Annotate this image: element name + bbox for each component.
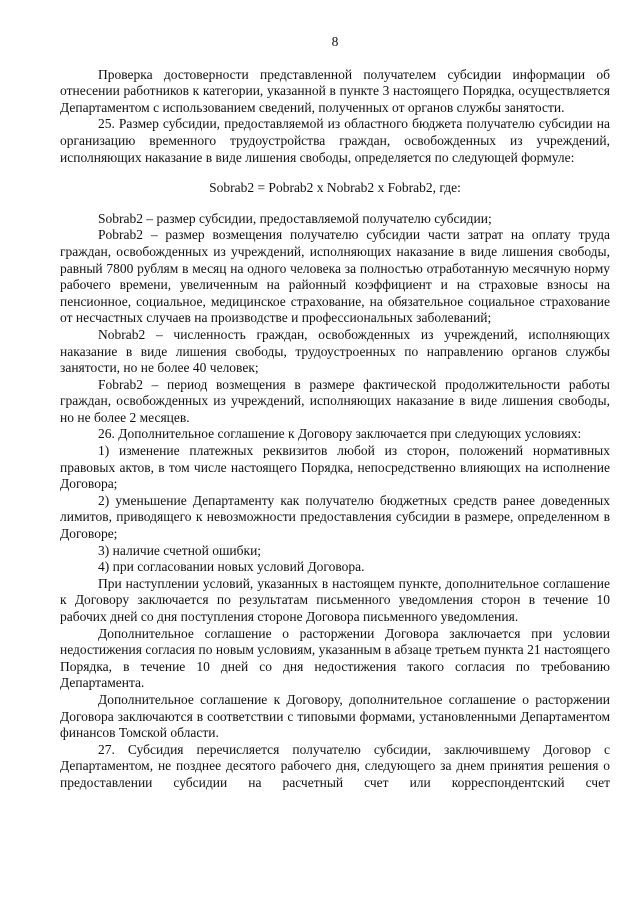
definition-fobrab2: Fobrab2 – период возмещения в размере фактической продолжительности работы граждан, освобожденных из учреждений, исполняющих наказание в виде лишения свободы, но не более 2 месяцев. <box>60 376 610 425</box>
paragraph-27: 27. Субсидия перечисляется получателю субсидии, заключившему Договор с Департаментом, не позднее десятого рабочего дня, следующего за днем принятия решения о предоставлении субсидии на расчетный счет или корреспондентский счет <box>60 741 610 790</box>
formula: Sobrab2 = Pobrab2 x Nobrab2 x Fobrab2, где: <box>209 180 461 196</box>
condition-2: 2) уменьшение Департаменту как получателю бюджетных средств ранее доведенных лимитов, приводящего к невозможности предоставления субсидии в размере, определенном в Договоре; <box>60 492 610 542</box>
paragraph-26-forms: Дополнительное соглашение к Договору, дополнительное соглашение о расторжении Договора заключаются в соответствии с типовыми формами, установленными Департаментом финансов Томской области. <box>60 691 610 741</box>
paragraph-26-termination: Дополнительное соглашение о расторжении Договора заключается при условии недостижения согласия по новым условиям, указанным в абзаце третьем пункта 21 настоящего Порядка, в течение 10 дней со дня недостижения такого согласия по требованию Департамента. <box>60 625 610 691</box>
paragraph-26-notification: При наступлении условий, указанных в настоящем пункте, дополнительное соглашение к Договору заключается по результатам письменного уведомления сторон в течение 10 рабочих дней со дня поступления стороне Договора письменного уведомления. <box>60 575 610 624</box>
paragraph-26: 26. Дополнительное соглашение к Договору заключается при следующих условиях: <box>98 426 582 442</box>
page-number: 8 <box>331 34 339 49</box>
definition-sobrab2: Sobrab2 – размер субсидии, предоставляемой получателю субсидии; <box>98 210 492 226</box>
paragraph-verification: Проверка достоверности представленной получателем субсидии информации об отнесении работников к категории, указанной в пункте 3 настоящего Порядка, осуществляется Департаментом с использованием сведений, полученных от органов службы занятости. <box>60 66 610 115</box>
condition-4: 4) при согласовании новых условий Договора. <box>98 559 365 575</box>
condition-3: 3) наличие счетной ошибки; <box>98 542 262 558</box>
definition-pobrab2: Pobrab2 – размер возмещения получателю субсидии части затрат на оплату труда граждан, освобожденных из учреждений, исполняющих наказание в виде лишения свободы, равный 7800 рублям в месяц на одного человека за полностью отработанную месячную норму рабочего времени, увеличенным на районный коэффициент и на страховые взносы на пенсионное, социальное, медицинское страхование, на обязательное социальное страхование от несчастных случаев на производстве и профессиональных заболеваний; <box>60 227 610 326</box>
condition-1: 1) изменение платежных реквизитов любой из сторон, положений нормативных правовых актов, в том числе настоящего Порядка, непосредственно влияющих на исполнение Договора; <box>60 443 610 492</box>
definition-nobrab2: Nobrab2 – численность граждан, освобожденных из учреждений, исполняющих наказание в виде лишения свободы, трудоустроенных по направлению органов службы занятости, но не более 40 человек; <box>60 326 610 376</box>
paragraph-25: 25. Размер субсидии, предоставляемой из областного бюджета получателю субсидии на организацию временного трудоустройства граждан, освобожденных из учреждений, исполняющих наказание в виде лишения свободы, определяется по следующей формуле: <box>60 116 610 165</box>
